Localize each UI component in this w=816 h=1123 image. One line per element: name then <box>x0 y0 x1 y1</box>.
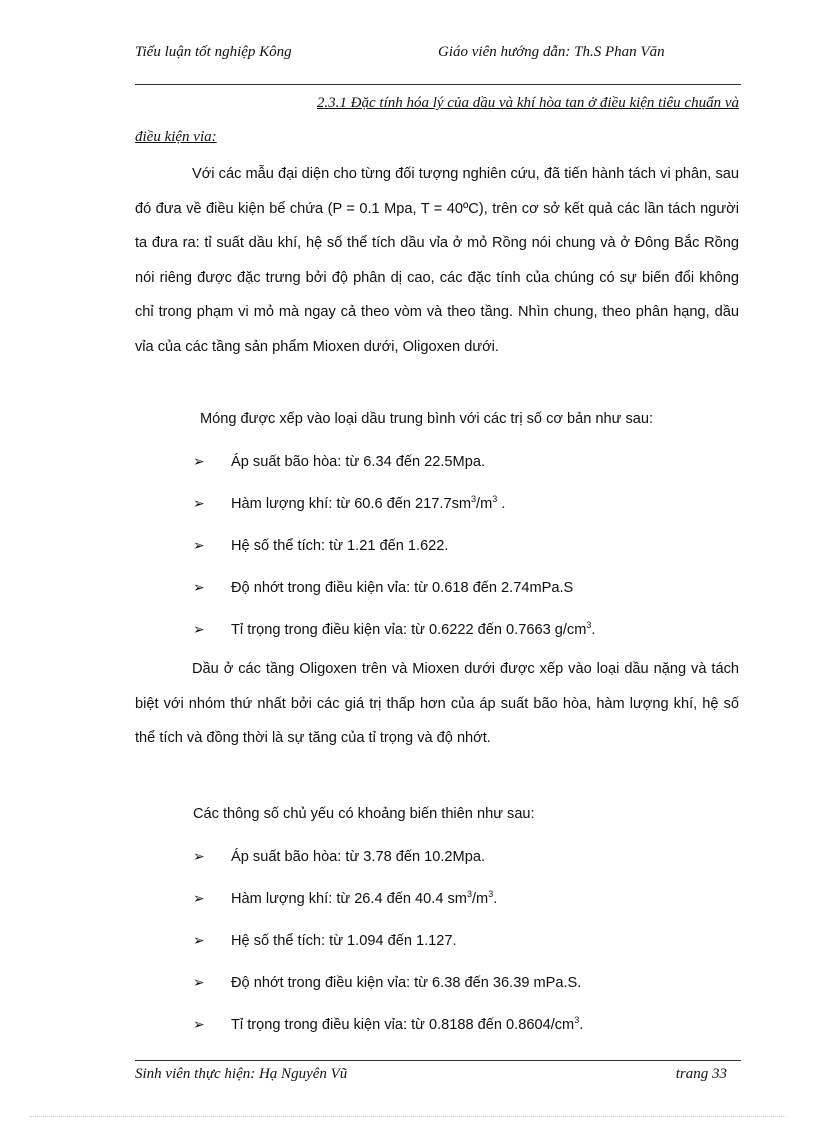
superscript: 3 <box>471 494 477 505</box>
bullet-tail: . <box>493 891 498 907</box>
bullet-item <box>193 535 448 556</box>
bullet-item <box>193 846 485 867</box>
bullet-item <box>193 493 505 514</box>
superscript: 3 <box>586 620 592 631</box>
bullet-text: Áp suất bão hòa: từ 3.78 đến 10.2Mpa. <box>231 849 485 865</box>
paragraph-2 <box>135 652 739 756</box>
bullet-text: Độ nhớt trong điều kiện vỉa: từ 6.38 đến 36.39 mPa.S. <box>231 975 582 991</box>
bullet-item <box>193 1014 583 1035</box>
bullet-unit: /m <box>476 496 493 512</box>
page-footer <box>135 1066 741 1088</box>
arrow-bullet-icon: ➢ <box>193 932 205 948</box>
bullet-unit: /m <box>471 891 489 907</box>
bullet-tail: . <box>591 622 596 638</box>
arrow-bullet-icon: ➢ <box>193 579 205 595</box>
bullet-text: Hàm lượng khí: từ 26.4 đến 40.4 sm <box>231 891 467 907</box>
bullet-item <box>193 619 595 640</box>
paragraph-2-text: Dầu ở các tầng Oligoxen trên và Mioxen dưới được xếp vào loại dầu nặng và tách biệt với nhóm thứ nhất bởi các giá trị thấp hơn của áp suất bão hòa, hàm lượng khí, hệ số thể tích và đồng thời là sự tăng của tỉ trọng và độ nhớt. <box>135 661 739 746</box>
arrow-bullet-icon: ➢ <box>193 1016 205 1032</box>
bullet-tail: . <box>497 496 506 512</box>
superscript: 3 <box>492 494 498 505</box>
footer-left: Sinh viên thực hiện: Hạ Nguyên Vũ <box>135 1066 348 1082</box>
footer-page-number: trang 33 <box>675 1066 727 1082</box>
bullet-text: Tỉ trọng trong điều kiện vỉa: từ 0.6222 đến 0.7663 g/cm <box>231 622 587 638</box>
arrow-bullet-icon: ➢ <box>193 621 205 637</box>
bullet-item <box>193 930 457 951</box>
section-title-line1: 2.3.1 Đặc tính hóa lý của dầu và khí hòa tan ở điều kiện tiêu chuẩn và <box>316 95 739 111</box>
paragraph-1 <box>135 157 739 364</box>
paragraph-1-text: Với các mẫu đại diện cho từng đối tượng nghiên cứu, đã tiến hành tách vi phân, sau đó đưa về điều kiện bể chứa (P = 0.1 Mpa, T = 40ºC), trên cơ sở kết quả các lần tách người ta đưa ra: tỉ suất dầu khí, hệ số thể tích dầu vỉa ở mỏ Rồng nói chung và ở Đông Bắc Rồng nói riêng được đặc trưng bởi độ phân dị cao, các đặc tính của chúng có sự biến đổi không chỉ trong phạm vi mỏ mà ngay cả theo vòm và theo tầng. Nhìn chung, theo phân hạng, dầu vỉa của các tầng sản phẩm Mioxen dưới, Oligoxen dưới. <box>135 166 739 355</box>
superscript: 3 <box>574 1015 580 1026</box>
bullet-item <box>193 577 573 598</box>
bullet-item <box>193 888 497 909</box>
bullet-text: Hàm lượng khí: từ 60.6 đến 217.7sm <box>231 496 472 512</box>
footer-divider <box>135 1060 741 1061</box>
arrow-bullet-icon: ➢ <box>193 890 205 906</box>
bullet-text: Hệ số thể tích: từ 1.094 đến 1.127. <box>231 933 457 949</box>
header-divider <box>135 84 741 85</box>
header-right: Giáo viên hướng dẫn: Th.S Phan Văn <box>438 44 665 60</box>
arrow-bullet-icon: ➢ <box>193 453 205 469</box>
arrow-bullet-icon: ➢ <box>193 974 205 990</box>
intro-1: Móng được xếp vào loại dầu trung bình với các trị số cơ bản như sau: <box>200 411 654 427</box>
page-header <box>135 40 741 85</box>
intro-2: Các thông số chủ yếu có khoảng biến thiên như sau: <box>193 806 535 822</box>
arrow-bullet-icon: ➢ <box>193 495 205 511</box>
bullet-tail: . <box>579 1017 584 1033</box>
arrow-bullet-icon: ➢ <box>193 537 205 553</box>
section-title-line2: điều kiện vỉa: <box>135 129 217 145</box>
bullet-text: Tỉ trọng trong điều kiện vỉa: từ 0.8188 đến 0.8604/cm <box>231 1017 575 1033</box>
section-title <box>135 86 741 154</box>
arrow-bullet-icon: ➢ <box>193 848 205 864</box>
superscript: 3 <box>466 889 472 900</box>
bullet-item <box>193 972 581 993</box>
bullet-item <box>193 451 485 472</box>
superscript: 3 <box>488 889 494 900</box>
bullet-text: Hệ số thể tích: từ 1.21 đến 1.622. <box>231 538 449 554</box>
bullet-text: Áp suất bão hòa: từ 6.34 đến 22.5Mpa. <box>231 454 485 470</box>
bullet-text: Độ nhớt trong điều kiện vỉa: từ 0.618 đến 2.74mPa.S <box>231 580 574 596</box>
header-left: Tiểu luận tốt nghiệp Kông <box>135 44 292 60</box>
page-edge-dots <box>30 1116 786 1117</box>
